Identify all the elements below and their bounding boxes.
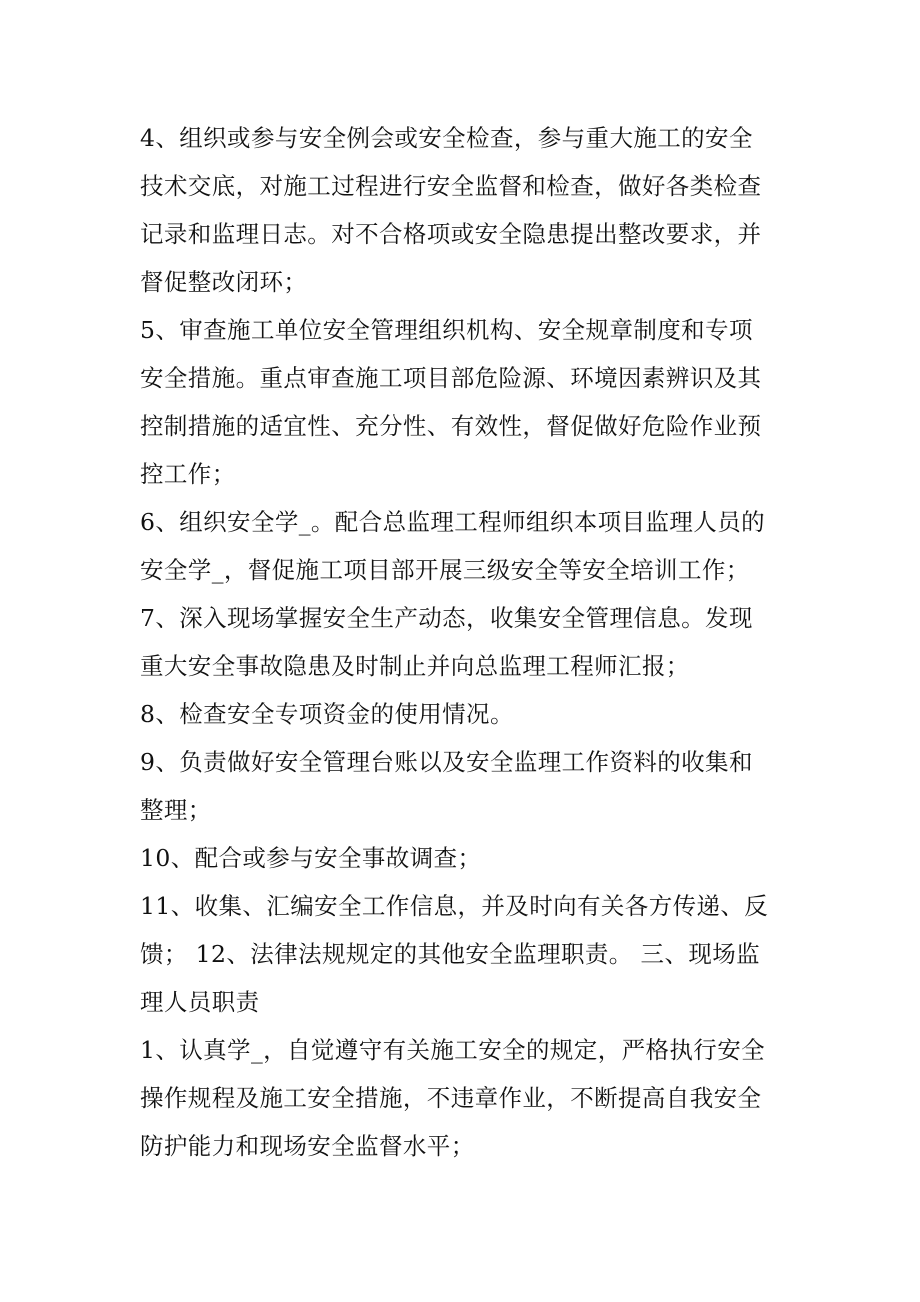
- paragraph-item-6: [140, 498, 790, 594]
- document-page: [140, 114, 790, 1170]
- text-line: 10、配合或参与安全事故调查；: [140, 844, 482, 872]
- text-line: 安全措施。重点审查施工项目部危险源、环境因素辨识及其: [140, 364, 762, 392]
- text-line: 控制措施的适宜性、充分性、有效性，督促做好危险作业预: [140, 412, 762, 440]
- text-line: 记录和监理日志。对不合格项或安全隐患提出整改要求，并: [140, 220, 762, 248]
- paragraph-item-9: [140, 738, 790, 834]
- text-line: 控工作；: [140, 460, 236, 488]
- text-line: 7、深入现场掌握安全生产动态，收集安全管理信息。发现: [140, 604, 753, 632]
- text-line: 安全学_，督促施工项目部开展三级安全等安全培训工作；: [140, 556, 750, 584]
- paragraph-item-8: [140, 690, 790, 738]
- paragraph-item-11: [140, 882, 790, 1026]
- text-line: 技术交底，对施工过程进行安全监督和检查，做好各类检查: [140, 172, 762, 200]
- text-line: 重大安全事故隐患及时制止并向总监理工程师汇报；: [140, 652, 690, 680]
- text-line: 6、组织安全学_。配合总监理工程师组织本项目监理人员的: [140, 508, 766, 536]
- text-line: 防护能力和现场安全监督水平；: [140, 1132, 475, 1160]
- text-line: 11、收集、汇编安全工作信息，并及时向有关各方传递、反: [140, 892, 769, 920]
- text-line: 4、组织或参与安全例会或安全检查，参与重大施工的安全: [140, 124, 753, 152]
- paragraph-item-4: [140, 114, 790, 306]
- text-line: 整理；: [140, 796, 212, 824]
- paragraph-item-10: [140, 834, 790, 882]
- text-line: 9、负责做好安全管理台账以及安全监理工作资料的收集和: [140, 748, 753, 776]
- paragraph-staff-duty-1: [140, 1026, 790, 1170]
- text-line: 操作规程及施工安全措施，不违章作业，不断提高自我安全: [140, 1084, 762, 1112]
- text-line: 馈； 12、法律法规规定的其他安全监理职责。 三、现场监: [140, 940, 761, 968]
- text-line: 督促整改闭环；: [140, 268, 308, 296]
- paragraph-item-7: [140, 594, 790, 690]
- text-line: 理人员职责: [140, 988, 260, 1016]
- paragraph-item-5: [140, 306, 790, 498]
- text-line: 5、审查施工单位安全管理组织机构、安全规章制度和专项: [140, 316, 753, 344]
- text-line: 8、检查安全专项资金的使用情况。: [140, 700, 514, 728]
- text-line: 1、认真学_，自觉遵守有关施工安全的规定，严格执行安全: [140, 1036, 766, 1064]
